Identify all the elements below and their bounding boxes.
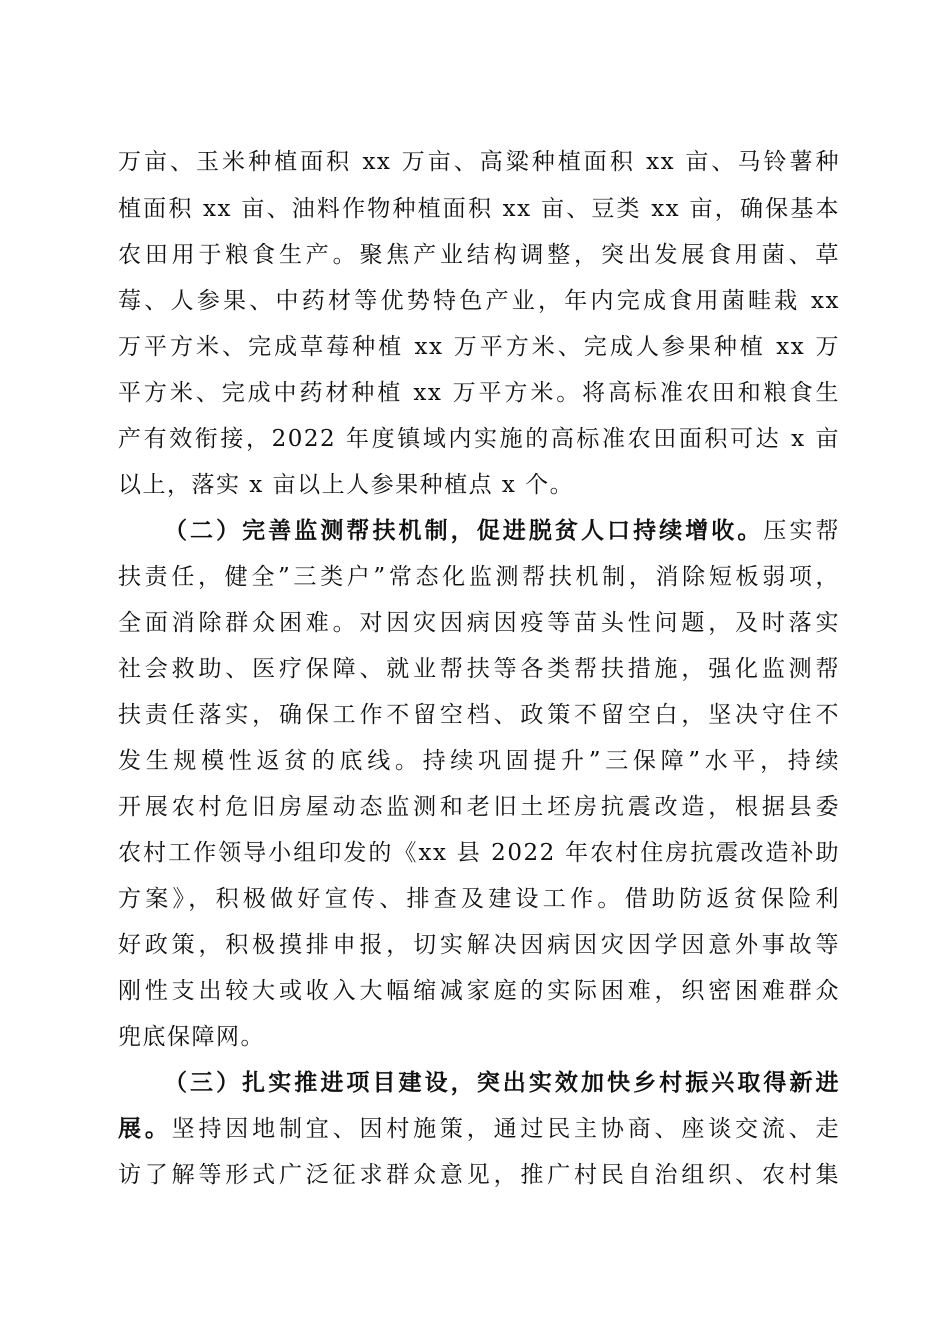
text-line: 刚性支出较大或收入大幅缩减家庭的实际困难，织密困难群众 xyxy=(118,978,840,1004)
text-line: 平方米、完成中药材种植 xx 万平方米。将高标准农田和粮食生 xyxy=(118,380,840,406)
text-line: 莓、人参果、中药材等优势特色产业，年内完成食用菌畦栽 xx xyxy=(118,288,840,314)
text-line: 万平方米、完成草莓种植 xx 万平方米、完成人参果种植 xx 万 xyxy=(118,334,840,360)
text-line: 农田用于粮食生产。聚焦产业结构调整，突出发展食用菌、草 xyxy=(118,242,840,268)
text-line: 兜底保障网。 xyxy=(118,1024,265,1050)
text-line: 万亩、玉米种植面积 xx 万亩、高粱种植面积 xx 亩、马铃薯种 xyxy=(118,149,840,175)
text-line: 访了解等形式广泛征求群众意见，推广村民自治组织、农村集 xyxy=(118,1162,840,1188)
text-line: 以上，落实 x 亩以上人参果种植点 x 个。 xyxy=(118,472,575,498)
heading-line-rest: 坚持因地制宜、因村施策，通过民主协商、座谈交流、走 xyxy=(171,1116,840,1142)
section-heading: （二）完善监测帮扶机制，促进脱贫人口持续增收。 xyxy=(164,517,764,544)
text-line: 扶责任，健全”三类户”常态化监测帮扶机制，消除短板弱项， xyxy=(118,564,840,590)
text-line: 发生规模性返贫的底线。持续巩固提升”三保障”水平，持续 xyxy=(118,748,840,774)
section-heading-end: 展。 xyxy=(118,1115,172,1142)
text-line: 开展农村危旧房屋动态监测和老旧土坯房抗震改造，根据县委 xyxy=(118,794,840,820)
section-heading-line xyxy=(164,516,840,546)
text-line: 全面消除群众困难。对因灾因病因疫等苗头性问题，及时落实 xyxy=(118,610,840,636)
text-line: 植面积 xx 亩、油料作物种植面积 xx 亩、豆类 xx 亩，确保基本 xyxy=(118,196,840,222)
text-line: 产有效衔接，2022 年度镇域内实施的高标准农田面积可达 x 亩 xyxy=(118,426,840,452)
text-line: 好政策，积极摸排申报，切实解决因病因灾因学因意外事故等 xyxy=(118,932,840,958)
section-heading: （三）扎实推进项目建设，突出实效加快乡村振兴取得新进 xyxy=(164,1069,840,1096)
heading-line-rest: 压实帮 xyxy=(763,518,840,544)
section-heading-line xyxy=(118,1114,840,1144)
text-line: 方案》，积极做好宣传、排查及建设工作。借助防返贫保险利 xyxy=(118,886,840,912)
text-line: 社会救助、医疗保障、就业帮扶等各类帮扶措施，强化监测帮 xyxy=(118,656,840,682)
text-line: 扶责任落实，确保工作不留空档、政策不留空白，坚决守住不 xyxy=(118,702,840,728)
text-line: 农村工作领导小组印发的《xx 县 2022 年农村住房抗震改造补助 xyxy=(118,840,840,866)
